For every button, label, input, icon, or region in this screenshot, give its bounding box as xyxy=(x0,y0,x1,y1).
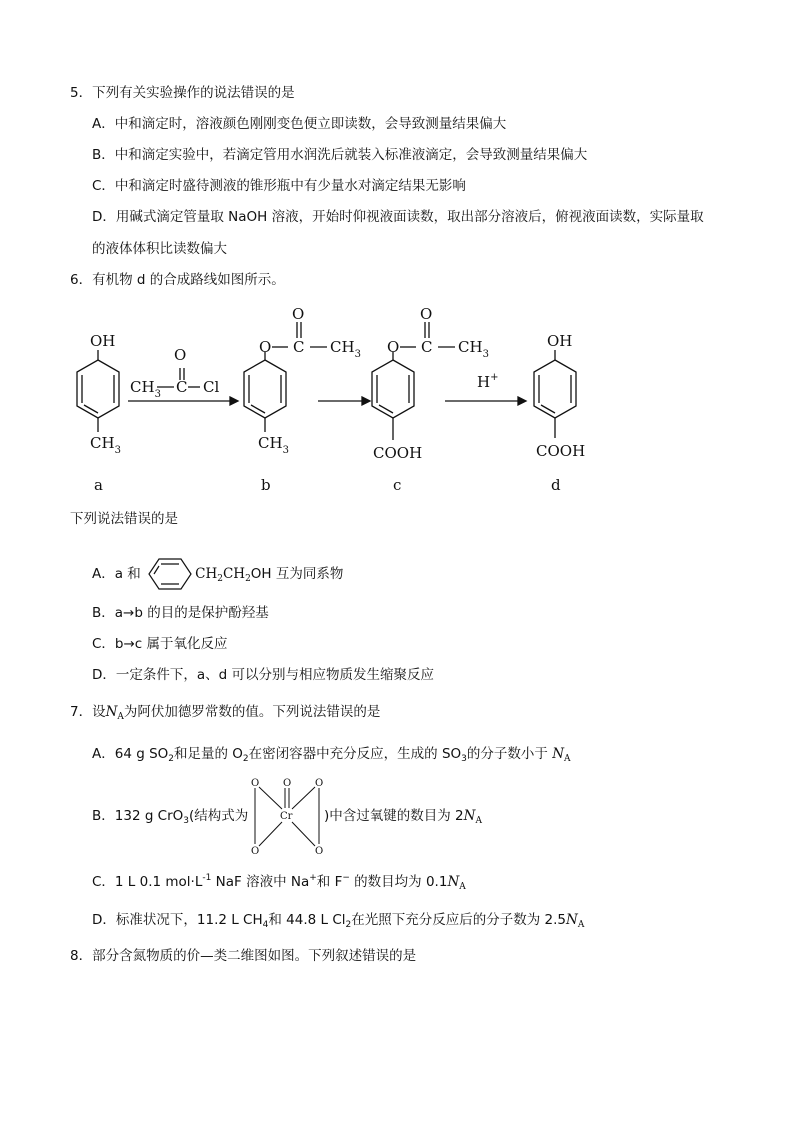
svg-text:C: C xyxy=(421,338,433,356)
q6-option-d: D．一定条件下，a、d 可以分别与相应物质发生缩聚反应 xyxy=(92,667,435,683)
svg-text:O: O xyxy=(315,778,324,789)
svg-text:O: O xyxy=(292,305,305,323)
q6-synthesis-scheme xyxy=(60,300,700,500)
q6-option-c: C．b→c 属于氧化反应 xyxy=(92,636,228,652)
q5-stem: 5．下列有关实验操作的说法错误的是 xyxy=(70,85,295,101)
svg-text:O: O xyxy=(387,338,400,356)
benzene-ring-icon xyxy=(147,557,193,591)
svg-text:O: O xyxy=(420,305,433,323)
q6-option-b: B．a→b 的目的是保护酚羟基 xyxy=(92,605,269,621)
q7-stem: 7．设$N_A$为阿伏加德罗常数的值。下列说法错误的是 xyxy=(70,704,381,722)
svg-text:C: C xyxy=(176,378,188,396)
label-d: d xyxy=(551,476,561,494)
label-c: c xyxy=(393,476,402,494)
svg-text:CH3: $CH_3$ xyxy=(90,434,121,456)
svg-text:O: O xyxy=(251,778,260,789)
cro5-structure xyxy=(246,776,332,858)
q6-option-a: A．a 和 $CH_2CH_2OH$ 互为同系物 xyxy=(92,557,343,591)
q6-sub-stem: 下列说法错误的是 xyxy=(70,511,178,527)
svg-text:CH3: $CH_3$ xyxy=(330,338,361,360)
q7-option-a: A．64 g $SO_2$和足量的 $O_2$在密闭容器中充分反应，生成的 $SO_3$的分子数小于 $N_A$ xyxy=(92,746,571,764)
svg-text:CH3: $CH_3$ xyxy=(130,378,161,400)
svg-text:C: C xyxy=(293,338,305,356)
d-cooh-text: COOH xyxy=(536,442,586,460)
svg-text:Cr: Cr xyxy=(280,811,293,822)
q6-stem: 6．有机物 d 的合成路线如图所示。 xyxy=(70,272,285,288)
q7-option-d: D．标准状况下，11.2 L $CH_4$和 44.8 L $Cl_2$在光照下充分反应后的分子数为 $2.5N_A$ xyxy=(92,912,585,930)
q5-option-a: A．中和滴定时，溶液颜色刚刚变色便立即读数，会导致测量结果偏大 xyxy=(92,116,507,132)
label-b: b xyxy=(261,476,271,494)
svg-text:H+: H+ xyxy=(477,372,499,391)
q5-option-d: D．用碱式滴定管量取 NaOH 溶液，开始时仰视液面读数，取出部分溶液后，俯视液面读数，实际量取 xyxy=(92,209,704,225)
svg-text:Cl: Cl xyxy=(203,378,220,396)
q8-stem: 8．部分含氮物质的价—类二维图如图。下列叙述错误的是 xyxy=(70,948,417,964)
svg-text:OH: OH xyxy=(547,332,573,350)
svg-text:O: O xyxy=(283,778,292,789)
svg-text:O: O xyxy=(251,846,260,857)
q5-option-c: C．中和滴定时盛待测液的锥形瓶中有少量水对滴定结果无影响 xyxy=(92,178,466,194)
q5-option-d-cont: 的液体体积比读数偏大 xyxy=(92,241,227,257)
q7-option-c: C．1 L 0.1 $mol\cdot L^{-1}$ NaF 溶液中 Na+和 F− 的数目均为 $0.1N_A$ xyxy=(92,873,466,892)
q7-option-b: B．132 g CrO$_3$(结构式为 xyxy=(92,808,249,826)
q5-option-b: B．中和滴定实验中，若滴定管用水润洗后就装入标准液滴定，会导致测量结果偏大 xyxy=(92,147,588,163)
svg-text:CH3: $CH_3$ xyxy=(258,434,289,456)
q7-option-b-cont: )中含过氧键的数目为 $2N_A$ xyxy=(324,808,482,826)
svg-text:CH3: $CH_3$ xyxy=(458,338,489,360)
svg-text:O: O xyxy=(174,346,187,364)
c-cooh-text: COOH xyxy=(373,444,423,462)
label-a: a xyxy=(94,476,103,494)
a-oh-text: OH xyxy=(90,332,116,350)
svg-text:O: O xyxy=(259,338,272,356)
svg-text:O: O xyxy=(315,846,324,857)
